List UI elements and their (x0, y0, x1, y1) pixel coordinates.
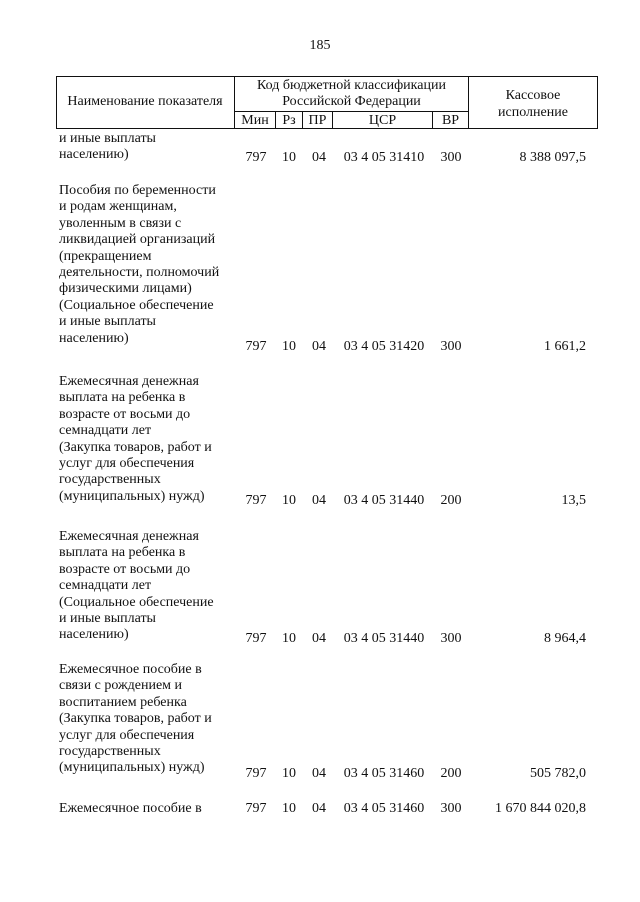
row-name-line: (муниципальных) нужд) (59, 760, 205, 776)
row-name-line: услуг для обеспечения (59, 727, 195, 743)
cell-sum: 8 964,4 (544, 631, 586, 646)
row-name-line: и иные выплаты (59, 314, 156, 330)
row-name (59, 374, 235, 505)
header-csr: ЦСР (368, 113, 397, 128)
row-name (59, 529, 235, 644)
row-name (59, 131, 235, 164)
row-name-line: государственных (59, 472, 161, 488)
cell-min: 797 (245, 339, 267, 354)
cell-rz: 10 (282, 493, 296, 508)
header-name-column: Наименование показателя (67, 94, 223, 109)
cell-sum: 13,5 (561, 493, 586, 508)
cell-pr: 04 (312, 631, 326, 646)
row-name-line: и иные выплаты (59, 611, 156, 627)
row-name-line: Пособия по беременности (59, 183, 216, 198)
cell-csr: 03 4 05 31420 (343, 339, 425, 354)
row-name-line: населению) (59, 627, 129, 643)
cell-vr: 300 (440, 339, 462, 354)
cell-rz: 10 (282, 631, 296, 646)
row-name (59, 801, 235, 817)
cell-pr: 04 (312, 493, 326, 508)
header-code-group-line1: Код бюджетной классификации (257, 78, 446, 93)
row-name-line: деятельности, полномочий (59, 265, 220, 281)
cell-vr: 300 (440, 801, 462, 816)
row-name (59, 662, 235, 777)
cell-min: 797 (245, 801, 267, 816)
header-code-group-line2: Российской Федерации (282, 94, 421, 109)
cell-pr: 04 (312, 801, 326, 816)
header-rz: Рз (282, 113, 296, 128)
cell-vr: 200 (440, 766, 462, 781)
cell-pr: 04 (312, 339, 326, 354)
cell-csr: 03 4 05 31460 (343, 766, 425, 781)
row-name-line: и родам женщинам, (59, 199, 177, 215)
row-name-line: возрасте от восьми до (59, 561, 191, 577)
row-name-line: выплата на ребенка в (59, 545, 186, 561)
row-name-line: государственных (59, 744, 161, 760)
row-name-line: населению) (59, 330, 129, 346)
cell-sum: 1 661,2 (544, 339, 586, 354)
row-name-line: (Социальное обеспечение (59, 594, 214, 610)
cell-csr: 03 4 05 31460 (343, 801, 425, 816)
cell-pr: 04 (312, 150, 326, 165)
cell-min: 797 (245, 631, 267, 646)
row-name-line: (Социальное обеспечение (59, 297, 214, 313)
row-name-line: услуг для обеспечения (59, 456, 195, 472)
row-name-line: (Закупка товаров, работ и (59, 439, 212, 455)
row-name-line: (прекращением (59, 248, 152, 264)
cell-sum: 1 670 844 020,8 (495, 801, 586, 816)
header-pr: ПР (308, 113, 327, 128)
row-name-line: уволенным в связи с (59, 215, 182, 231)
row-name-line: Ежемесячное пособие в (59, 662, 202, 677)
row-name-line: физическими лицами) (59, 281, 192, 297)
header-vr: ВР (441, 113, 460, 128)
cell-min: 797 (245, 766, 267, 781)
row-name-line: ликвидацией организаций (59, 232, 216, 248)
row-name-line: населению) (59, 147, 129, 163)
row-name-line: воспитанием ребенка (59, 694, 187, 710)
row-name-line: (Закупка товаров, работ и (59, 711, 212, 727)
cell-vr: 300 (440, 150, 462, 165)
cell-csr: 03 4 05 31410 (343, 150, 425, 165)
header-sum-line1: Кассовое (505, 88, 561, 103)
page-number: 185 (309, 38, 331, 53)
cell-csr: 03 4 05 31440 (343, 631, 425, 646)
row-name-line: выплата на ребенка в (59, 390, 186, 406)
cell-vr: 300 (440, 631, 462, 646)
cell-rz: 10 (282, 801, 296, 816)
row-name (59, 183, 235, 347)
row-name-line: семнадцати лет (59, 423, 152, 439)
cell-rz: 10 (282, 150, 296, 165)
cell-sum: 8 388 097,5 (519, 150, 586, 165)
cell-rz: 10 (282, 339, 296, 354)
row-name-line: Ежемесячная денежная (59, 529, 199, 544)
row-name-line: Ежемесячная денежная (59, 374, 199, 389)
header-min: Мин (241, 113, 269, 128)
row-name-line: (муниципальных) нужд) (59, 488, 205, 504)
row-name-line: связи с рождением и (59, 678, 183, 694)
row-name-line: Ежемесячное пособие в (59, 801, 202, 816)
row-name-line: семнадцати лет (59, 578, 152, 594)
header-sum-line2: исполнение (498, 105, 568, 120)
cell-sum: 505 782,0 (530, 766, 586, 781)
cell-min: 797 (245, 493, 267, 508)
cell-vr: 200 (440, 493, 462, 508)
cell-pr: 04 (312, 766, 326, 781)
cell-rz: 10 (282, 766, 296, 781)
cell-csr: 03 4 05 31440 (343, 493, 425, 508)
cell-min: 797 (245, 150, 267, 165)
row-name-line: возрасте от восьми до (59, 406, 191, 422)
row-name-line: и иные выплаты (59, 131, 156, 146)
